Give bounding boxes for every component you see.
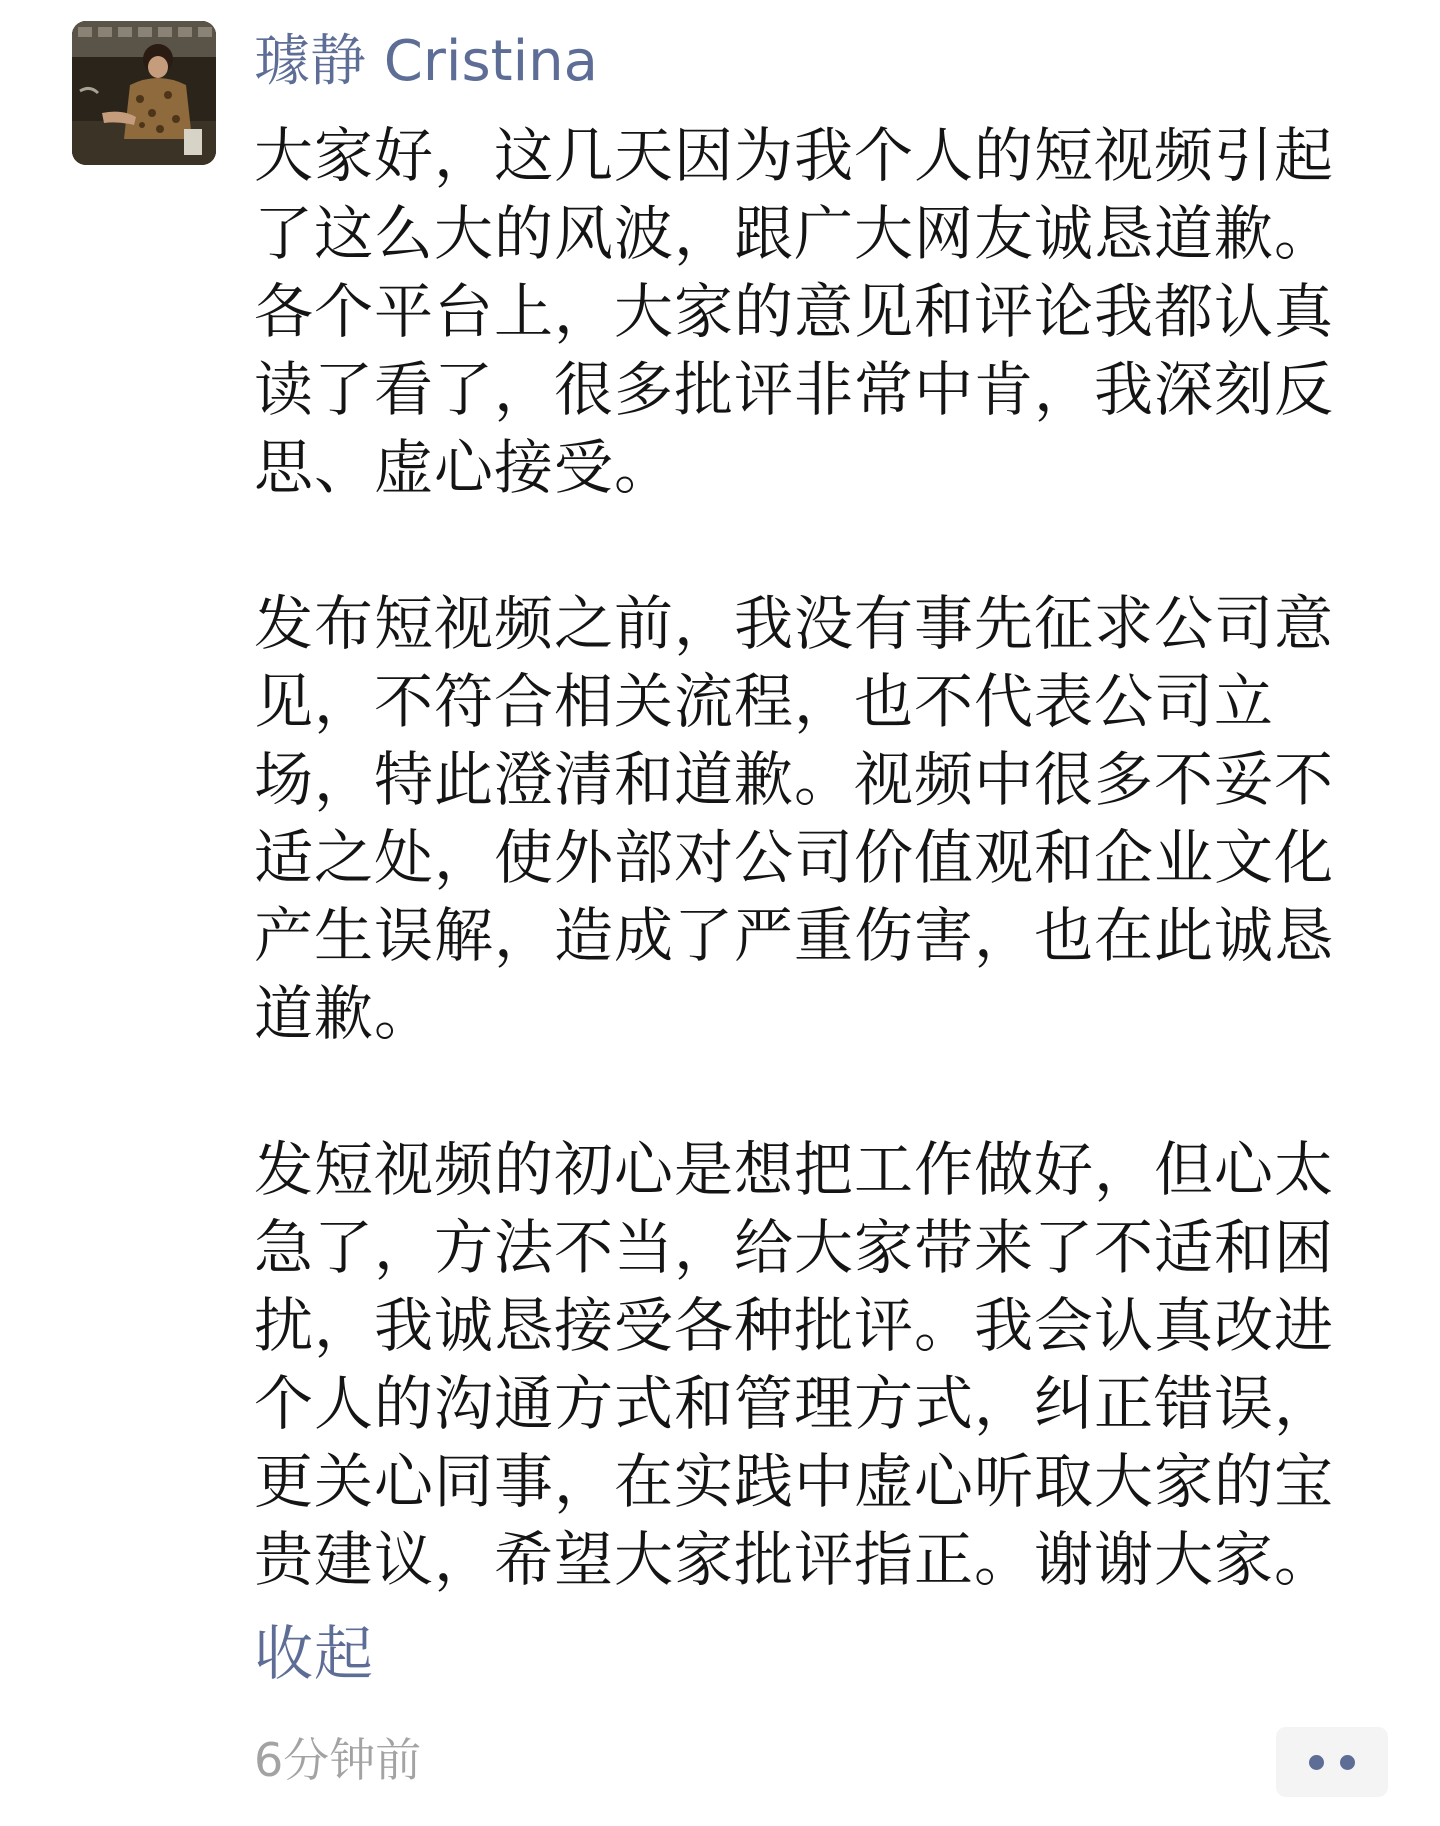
post-timestamp: 6分钟前 [254, 1733, 422, 1787]
post-paragraph: 发布短视频之前，我没有事先征求公司意 见，不符合相关流程，也不代表公司立 场，特此澄清和道歉。视频中很多不妥不 适之处，使外部对公司价值观和企业文化 产生误解，造成了严重伤害，也在此诚恳 道歉。 [254, 589, 1335, 1048]
more-dots-icon [1340, 1755, 1355, 1770]
avatar-photo [72, 21, 216, 165]
post-paragraph: 发短视频的初心是想把工作做好，但心太 急了，方法不当，给大家带来了不适和困 扰，我诚恳接受各种批评。我会认真改进 个人的沟通方式和管理方式，纠正错误， 更关心同事，在实践中虚心听取大家的宝 贵建议，希望大家批评指正。谢谢大家。 [254, 1135, 1335, 1594]
more-dots-icon [1309, 1755, 1324, 1770]
author-name[interactable]: 璩静 Cristina [254, 29, 598, 94]
collapse-link[interactable]: 收起 [254, 1619, 375, 1688]
post-paragraph: 大家好，这几天因为我个人的短视频引起 了这么大的风波，跟广大网友诚恳道歉。 各个平台上，大家的意见和评论我都认真 读了看了，很多批评非常中肯，我深刻反 思、虚心接受。 [254, 121, 1335, 502]
post-body [254, 117, 1374, 1599]
avatar[interactable] [72, 21, 216, 165]
more-button[interactable] [1276, 1727, 1388, 1797]
